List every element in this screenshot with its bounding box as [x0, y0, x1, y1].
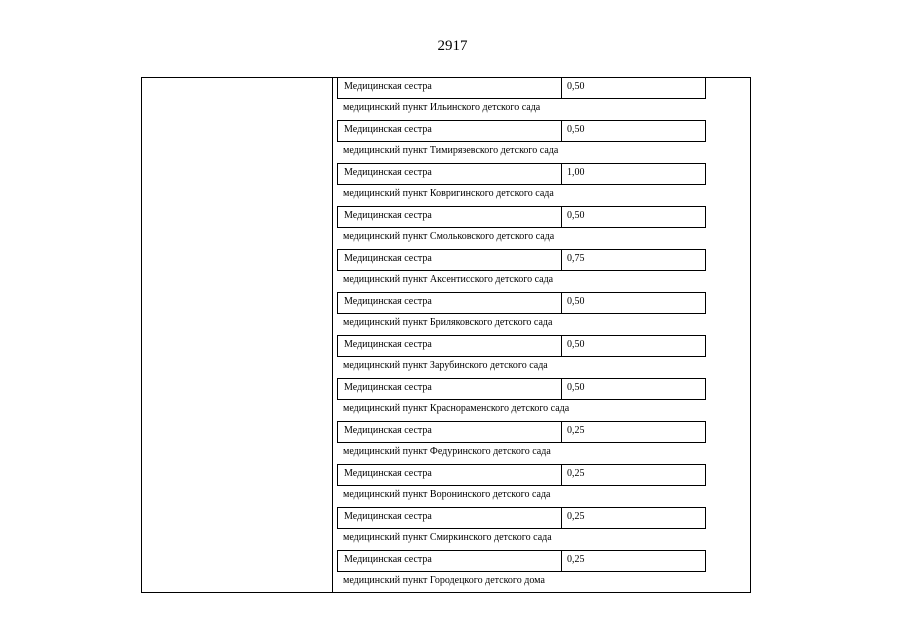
position-cell-row [337, 249, 706, 271]
unit-name: медицинский пункт Федуринского детского сада [343, 446, 551, 457]
position-name: Медицинская сестра [344, 511, 432, 522]
cell-divider [561, 250, 562, 271]
position-rate: 1,00 [567, 167, 585, 178]
position-rate: 0,25 [567, 511, 585, 522]
position-rate: 0,50 [567, 210, 585, 221]
unit-name: медицинский пункт Смиркинского детского сада [343, 532, 552, 543]
table-column-divider [332, 77, 333, 593]
position-rate: 0,50 [567, 296, 585, 307]
position-cell-row [337, 335, 706, 357]
table-row [337, 507, 706, 550]
table-row [337, 163, 706, 206]
position-name: Медицинская сестра [344, 124, 432, 135]
unit-name: медицинский пункт Тимирязевского детского сада [343, 145, 559, 156]
page-number: 2917 [437, 38, 468, 54]
cell-divider [561, 336, 562, 357]
unit-name: медицинский пункт Краснораменского детского сада [343, 403, 570, 414]
unit-name: медицинский пункт Смольковского детского сада [343, 231, 555, 242]
cell-divider [561, 422, 562, 443]
cell-divider [561, 121, 562, 142]
table-row [337, 249, 706, 292]
cell-divider [561, 207, 562, 228]
cell-divider [561, 293, 562, 314]
table-row [337, 335, 706, 378]
position-name: Медицинская сестра [344, 554, 432, 565]
position-name: Медицинская сестра [344, 210, 432, 221]
cell-divider [561, 379, 562, 400]
cell-divider [561, 164, 562, 185]
unit-name: медицинский пункт Воронинского детского сада [343, 489, 551, 500]
position-name: Медицинская сестра [344, 296, 432, 307]
unit-name: медицинский пункт Зарубинского детского сада [343, 360, 548, 371]
position-name: Медицинская сестра [344, 253, 432, 264]
cell-divider [561, 508, 562, 529]
position-rate: 0,25 [567, 554, 585, 565]
table-row [337, 292, 706, 335]
position-rate: 0,50 [567, 81, 585, 92]
unit-name: медицинский пункт Городецкого детского дома [343, 575, 545, 586]
table-row [337, 464, 706, 507]
position-cell-row [337, 292, 706, 314]
cell-divider [561, 465, 562, 486]
unit-name: медицинский пункт Бриляковского детского сада [343, 317, 553, 328]
position-name: Медицинская сестра [344, 425, 432, 436]
cell-divider [561, 78, 562, 99]
position-cell-row [337, 206, 706, 228]
table-row [337, 550, 706, 593]
position-cell-row [337, 77, 706, 99]
position-rate: 0,75 [567, 253, 585, 264]
table-row [337, 206, 706, 249]
position-cell-row [337, 120, 706, 142]
cell-divider [561, 551, 562, 572]
position-cell-row [337, 163, 706, 185]
unit-name: медицинский пункт Аксентисского детского сада [343, 274, 554, 285]
position-rate: 0,25 [567, 468, 585, 479]
position-name: Медицинская сестра [344, 81, 432, 92]
position-cell-row [337, 550, 706, 572]
position-cell-row [337, 421, 706, 443]
position-name: Медицинская сестра [344, 167, 432, 178]
position-name: Медицинская сестра [344, 382, 432, 393]
unit-name: медицинский пункт Ильинского детского сада [343, 102, 541, 113]
table-row [337, 378, 706, 421]
position-cell-row [337, 464, 706, 486]
position-rate: 0,50 [567, 382, 585, 393]
position-rate: 0,25 [567, 425, 585, 436]
position-cell-row [337, 378, 706, 400]
position-rate: 0,50 [567, 124, 585, 135]
position-name: Медицинская сестра [344, 339, 432, 350]
position-name: Медицинская сестра [344, 468, 432, 479]
table-row [337, 77, 706, 120]
table-bottom-rule [337, 592, 706, 593]
position-rate: 0,50 [567, 339, 585, 350]
position-cell-row [337, 507, 706, 529]
table-row [337, 421, 706, 464]
table-row [337, 120, 706, 163]
unit-name: медицинский пункт Ковригинского детского сада [343, 188, 554, 199]
